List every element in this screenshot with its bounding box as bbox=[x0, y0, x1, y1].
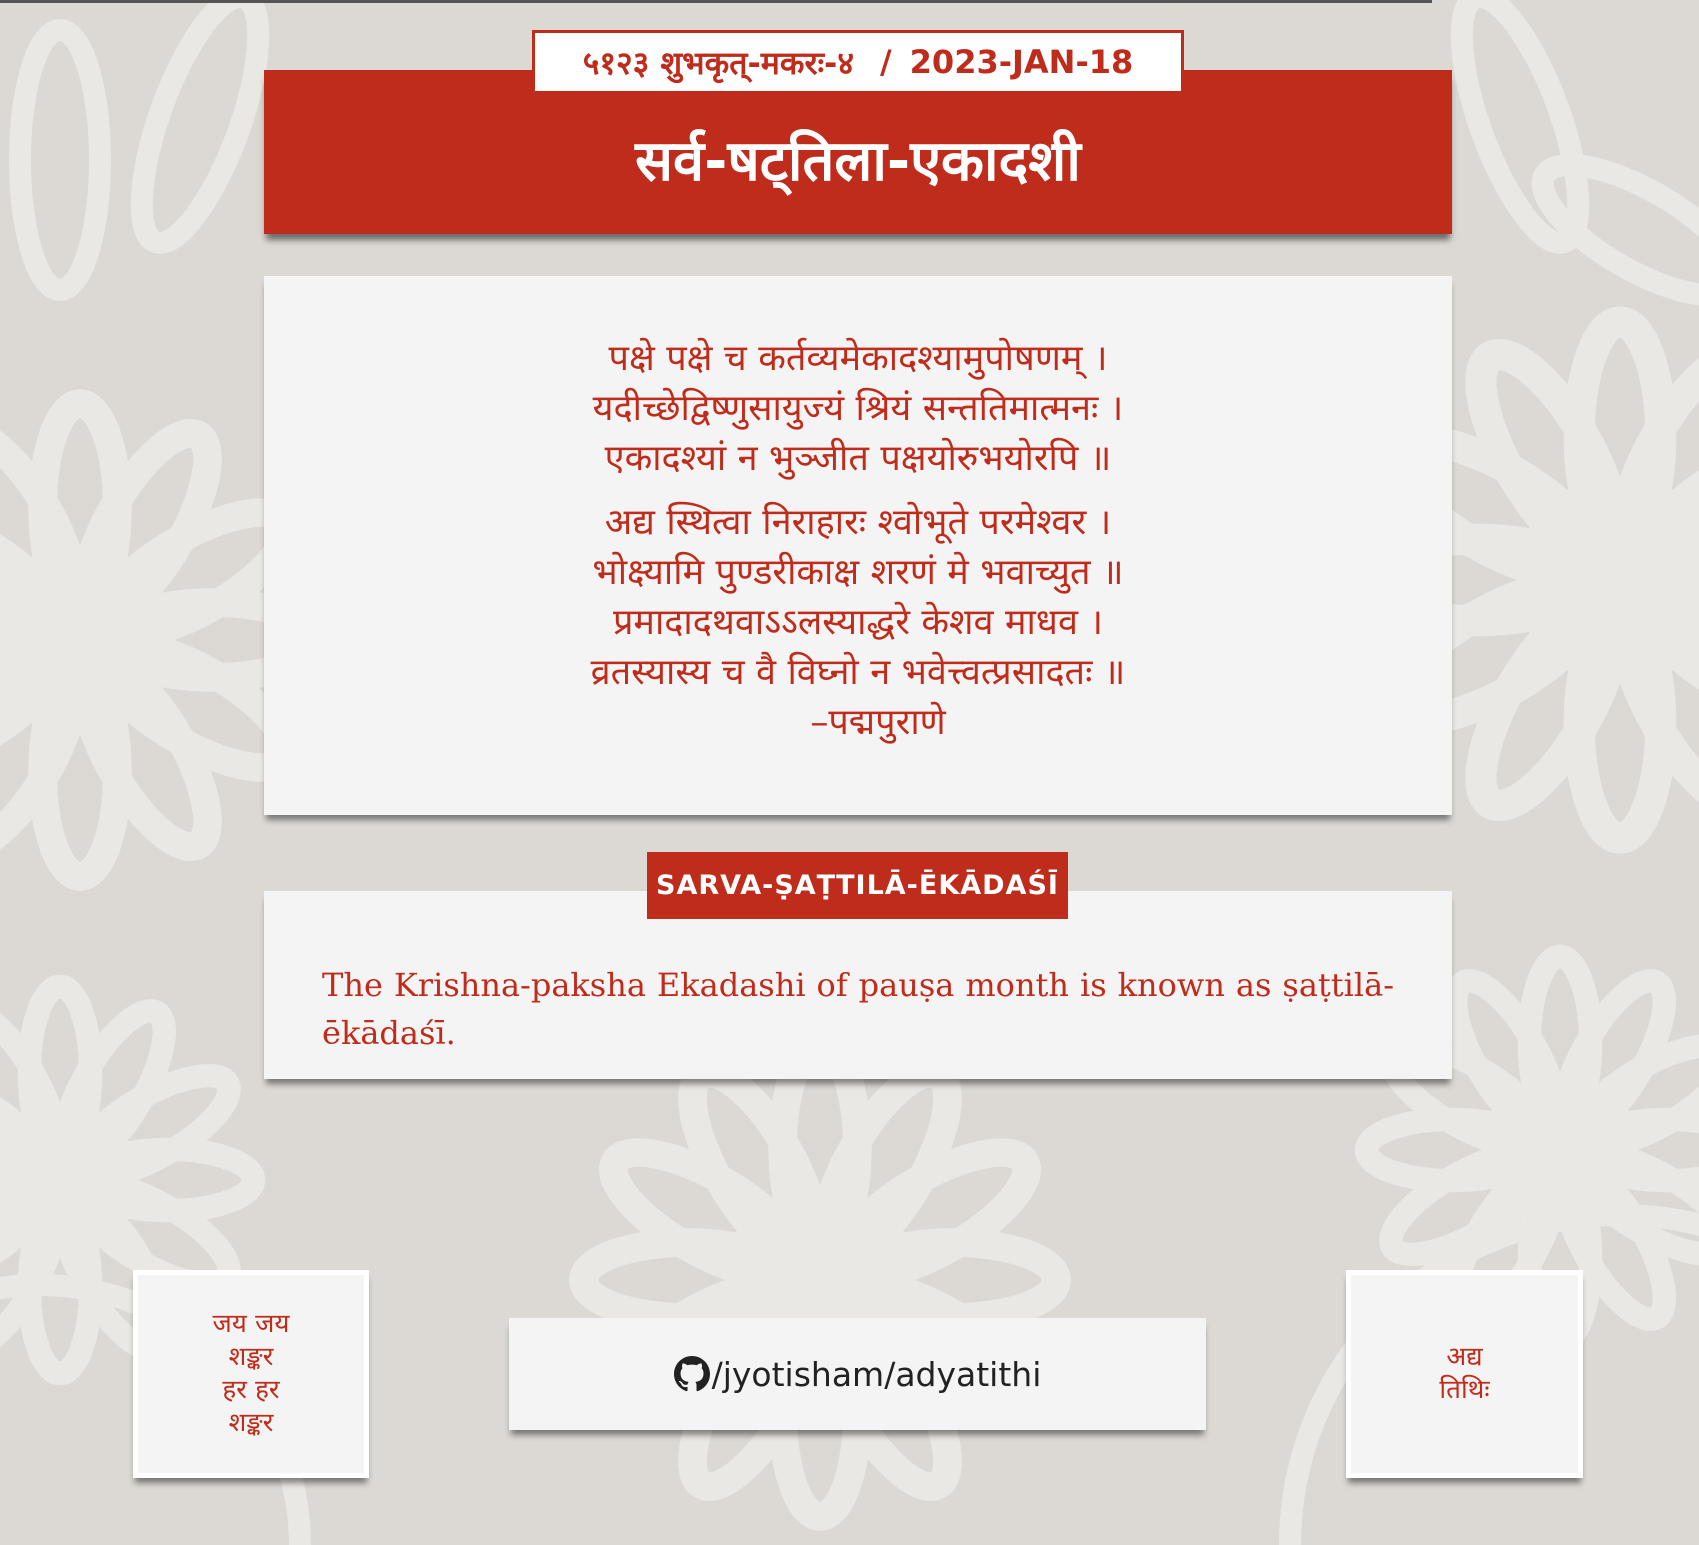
verse-line: व्रतस्यास्य च वै विघ्नो न भवेत्त्वत्प्रसादतः ॥ bbox=[590, 652, 1126, 693]
verse-line: प्रमादादथवाऽऽलस्याद्धरे केशव माधव । bbox=[612, 602, 1104, 643]
verse-source: –पद्मपुराणे bbox=[810, 702, 946, 743]
description-text: The Krishna-paksha Ekadashi of pauṣa month is known as ṣaṭtilā-ēkādaśī. bbox=[322, 966, 1394, 1052]
footer-right-line: तिथिः bbox=[1439, 1375, 1490, 1405]
verse-line: पक्षे पक्षे च कर्तव्यमेकादश्यामुपोषणम् । bbox=[608, 338, 1108, 379]
verse-text bbox=[264, 334, 1452, 748]
footer-left-line: शङ्कर bbox=[228, 1342, 274, 1372]
github-link-box[interactable] bbox=[509, 1318, 1206, 1430]
footer-left-box bbox=[133, 1270, 369, 1478]
date-native: ५१२३ शुभकृत्-मकरः-४ bbox=[582, 43, 854, 82]
verse-line: यदीच्छेद्विष्णुसायुज्यं श्रियं सन्ततिमात्मनः । bbox=[592, 388, 1124, 429]
verse-line: एकादश्यां न भुञ्जीत पक्षयोरुभयोरपि ॥ bbox=[604, 438, 1112, 479]
verse-stanza-1 bbox=[264, 334, 1452, 484]
date-header bbox=[532, 30, 1184, 94]
footer-left-line: शङ्कर bbox=[228, 1408, 274, 1438]
page-title: सर्व-षट्तिला-एकादशी bbox=[635, 129, 1081, 194]
description-label-text: SARVA-ṢAṬTILĀ-ĒKĀDAŚĪ bbox=[656, 870, 1059, 901]
footer-right-line: अद्य bbox=[1446, 1342, 1483, 1372]
footer-right-box bbox=[1346, 1270, 1583, 1478]
footer-left-line: जय जय bbox=[212, 1309, 290, 1339]
description-panel bbox=[264, 891, 1452, 1079]
verse-stanza-2 bbox=[264, 498, 1452, 748]
date-gregorian: 2023-JAN-18 bbox=[909, 43, 1134, 81]
github-icon bbox=[674, 1356, 710, 1392]
description-label bbox=[647, 852, 1068, 919]
verse-line: भोक्ष्यामि पुण्डरीकाक्ष शरणं मे भवाच्युत ॥ bbox=[592, 552, 1124, 593]
page-title-banner bbox=[264, 70, 1452, 234]
verse-line: अद्य स्थित्वा निराहारः श्वोभूते परमेश्वर । bbox=[604, 502, 1112, 543]
top-divider-line bbox=[0, 0, 1432, 3]
github-link[interactable]: /jyotisham/adyatithi bbox=[711, 1354, 1042, 1394]
footer-left-line: हर हर bbox=[222, 1375, 280, 1405]
verse-panel bbox=[264, 276, 1452, 815]
date-separator: / bbox=[879, 43, 892, 81]
